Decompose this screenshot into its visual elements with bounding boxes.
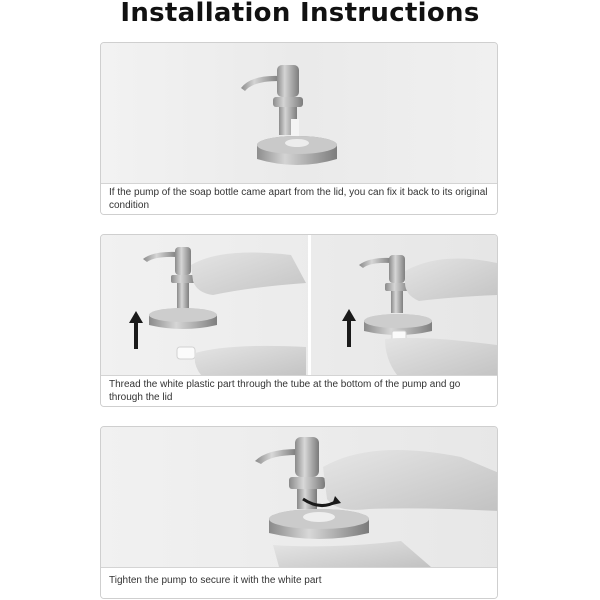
- step-3-panel: [100, 426, 498, 599]
- step-2-caption: [101, 375, 497, 406]
- step-1-caption-text: If the pump of the soap bottle came apart from the lid, you can fix it back to its original condition: [109, 187, 488, 211]
- page-title: Installation Instructions: [120, 0, 480, 28]
- step-2-panel: [100, 234, 498, 407]
- step-1-panel: [100, 42, 498, 215]
- step-2-photo: [101, 235, 497, 375]
- step-3-caption: [101, 567, 497, 598]
- step-2-caption-text: Thread the white plastic part through the tube at the bottom of the pump and go through the lid: [109, 379, 461, 403]
- step-3-photo: [101, 427, 497, 567]
- step-1-caption: [101, 183, 497, 214]
- step-3-caption-text: Tighten the pump to secure it with the white part: [109, 575, 322, 586]
- step-1-photo: [101, 43, 497, 183]
